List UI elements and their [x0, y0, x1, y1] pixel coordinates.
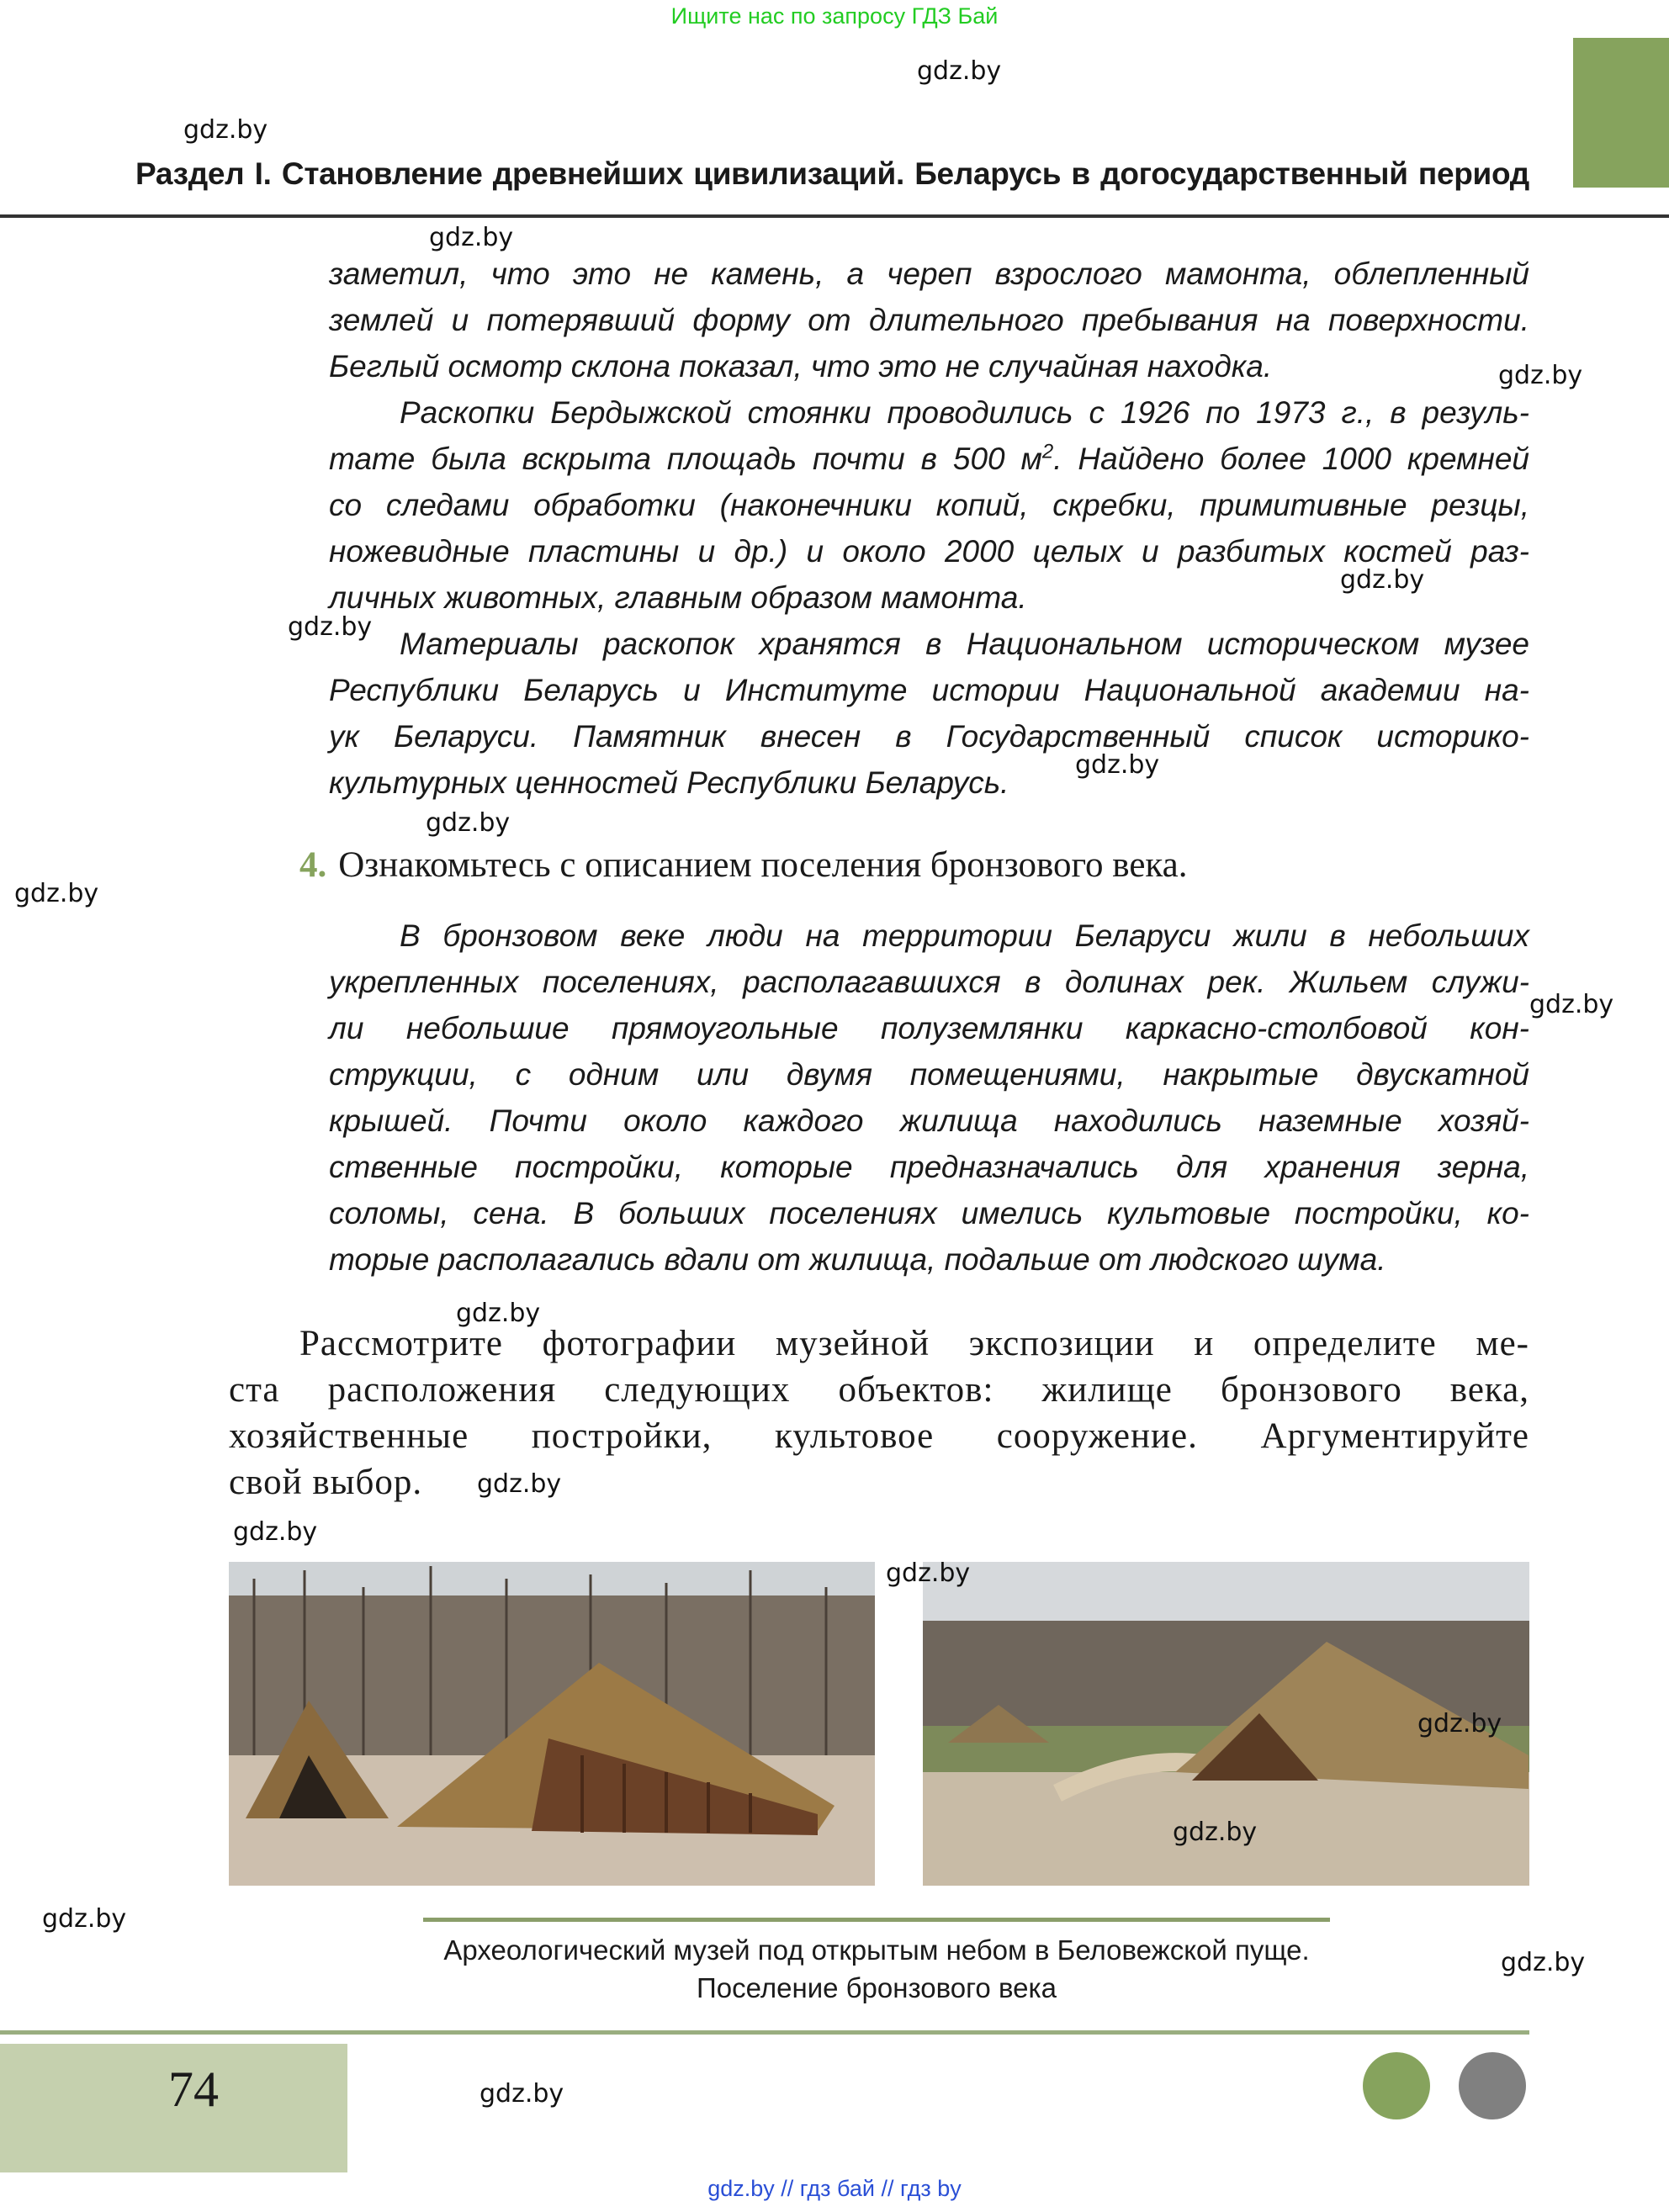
- text-line: [329, 621, 1529, 667]
- text-line: [329, 436, 1529, 482]
- watermark: gdz.by: [1340, 565, 1425, 595]
- watermark: gdz.by: [917, 56, 1002, 86]
- watermark: gdz.by: [1501, 1948, 1586, 1977]
- text-line: [229, 1320, 1529, 1367]
- text-line: [329, 1190, 1529, 1236]
- watermark: gdz.by: [429, 223, 514, 252]
- text-line-content: Рассмотрите фотографии музейной экспозиции и определите ме-: [299, 1324, 1529, 1363]
- caption-rule: [423, 1918, 1330, 1922]
- text-line-content: хозяйственные постройки, культовое сооружение. Аргументируйте: [229, 1416, 1529, 1456]
- text-line-content: свой выбор.: [229, 1463, 423, 1502]
- text-block-1: [329, 251, 1529, 806]
- text-line: [329, 482, 1529, 528]
- text-line: [329, 251, 1529, 297]
- search-hint: Ищите нас по запросу ГДЗ Бай: [670, 3, 999, 29]
- text-line-content: личных животных, главным образом мамонта.: [329, 580, 1027, 615]
- watermark: gdz.by: [456, 1299, 541, 1328]
- text-line: [329, 297, 1529, 343]
- text-line: [329, 389, 1529, 436]
- text-line-content: струкции, с одним или двумя помещениями, накрытые двускатной: [329, 1057, 1529, 1092]
- watermark: gdz.by: [886, 1558, 971, 1588]
- text-line-content: В бронзовом веке люди на территории Беларуси жили в небольших: [400, 918, 1529, 953]
- page-number: 74: [168, 2061, 219, 2117]
- watermark: gdz.by: [1417, 1709, 1502, 1738]
- watermark: gdz.by: [183, 115, 268, 145]
- text-line: [329, 1236, 1529, 1283]
- text-line-content: со следами обработки (наконечники копий, скребки, примитивные резцы,: [329, 488, 1529, 522]
- text-line-content: ственные постройки, которые предназначались для хранения зерна,: [329, 1150, 1529, 1184]
- text-line: [329, 713, 1529, 759]
- text-line-content: тате была вскрыта площадь почти в 500 м: [329, 442, 1042, 476]
- gray-circle-icon: [1459, 2052, 1526, 2119]
- text-line-content: соломы, сена. В больших поселениях имелись культовые постройки, ко-: [329, 1196, 1529, 1230]
- watermark: gdz.by: [1173, 1818, 1258, 1847]
- footer-rule: [0, 2030, 1529, 2035]
- text-line-content: ста расположения следующих объектов: жилище бронзового века,: [229, 1370, 1529, 1410]
- text-line: [329, 959, 1529, 1005]
- photo-dwelling: [229, 1562, 875, 1886]
- watermark: gdz.by: [1529, 990, 1614, 1019]
- text-line: [329, 759, 1529, 806]
- watermark: gdz.by: [1498, 361, 1583, 390]
- green-circle-icon: [1363, 2052, 1430, 2119]
- text-line: [329, 1005, 1529, 1051]
- task-4-heading: [299, 844, 1188, 886]
- bottom-links: gdz.by // гдз бай // гдз by: [707, 2176, 962, 2201]
- text-line-content: заметил, что это не камень, а череп взрослого мамонта, облепленный: [329, 257, 1529, 291]
- text-line-content: ли небольшие прямоугольные полуземлянки каркасно-столбовой кон-: [329, 1011, 1529, 1045]
- watermark: gdz.by: [233, 1517, 318, 1547]
- text-line-content: крышей. Почти около каждого жилища находились наземные хозяй-: [329, 1103, 1529, 1138]
- text-line: [229, 1413, 1529, 1459]
- text-line-content: землей и потерявший форму от длительного пребывания на поверхности.: [329, 303, 1529, 337]
- text-line-content: Республики Беларусь и Институте истории Национальной академии на-: [329, 673, 1529, 707]
- watermark: gdz.by: [426, 808, 511, 838]
- section-tab: [1573, 38, 1669, 188]
- text-line-rest: . Найдено более 1000 кремней: [1053, 442, 1529, 476]
- text-line-content: культурных ценностей Республики Беларусь.: [329, 765, 1009, 800]
- text-line: [229, 1459, 1529, 1506]
- task-heading-text: Ознакомьтесь с описанием поселения бронзового века.: [338, 845, 1188, 885]
- text-line: [329, 1051, 1529, 1098]
- header-divider: [0, 214, 1669, 218]
- text-line: [329, 667, 1529, 713]
- text-line: [329, 1144, 1529, 1190]
- watermark: gdz.by: [288, 612, 373, 642]
- caption-line-1: Археологический музей под открытым небом в Беловежской пуще.: [443, 1934, 1310, 1966]
- watermark: gdz.by: [480, 2079, 564, 2109]
- superscript: 2: [1041, 440, 1054, 463]
- caption-line-2: Поселение бронзового века: [697, 1972, 1057, 2003]
- text-line-content: ножевидные пластины и др.) и около 2000 целых и разбитых костей раз-: [329, 534, 1529, 569]
- text-line: [229, 1367, 1529, 1413]
- text-line-content: торые располагались вдали от жилища, подальше от людского шума.: [329, 1242, 1386, 1277]
- text-block-2: [329, 913, 1529, 1283]
- watermark: gdz.by: [42, 1904, 127, 1934]
- task-text: [229, 1320, 1529, 1506]
- watermark: gdz.by: [14, 879, 99, 908]
- text-line: [329, 343, 1529, 389]
- text-line-content: укрепленных поселениях, располагавшихся в долинах рек. Жильем служи-: [329, 965, 1529, 999]
- text-line-content: Раскопки Бердыжской стоянки проводились с 1926 по 1973 г., в резуль-: [400, 395, 1529, 430]
- section-title: Раздел I. Становление древнейших цивилизаций. Беларусь в догосударственный период: [135, 156, 1529, 191]
- watermark: gdz.by: [1075, 750, 1160, 780]
- task-number: 4.: [299, 845, 327, 885]
- text-line: [329, 913, 1529, 959]
- watermark: gdz.by: [477, 1469, 562, 1499]
- text-line: [329, 1098, 1529, 1144]
- text-line-content: Беглый осмотр склона показал, что это не случайная находка.: [329, 349, 1273, 384]
- text-line-content: ук Беларуси. Памятник внесен в Государственный список историко-: [329, 719, 1529, 754]
- text-line-content: Материалы раскопок хранятся в Национальном историческом музее: [400, 627, 1529, 661]
